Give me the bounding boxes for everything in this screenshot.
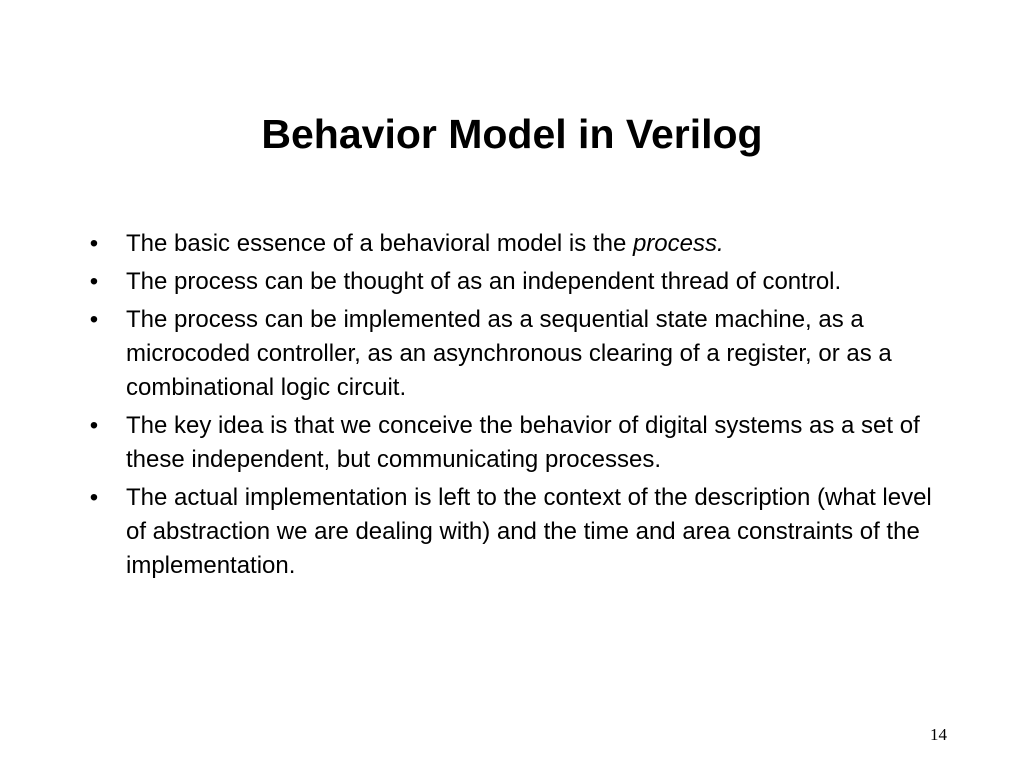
bullet-item (84, 409, 954, 477)
bullet-item (84, 481, 954, 583)
bullet-text: The process can be thought of as an independent thread of control. (126, 268, 842, 295)
page-number: 14 (930, 725, 947, 744)
bullet-icon: • (89, 268, 99, 295)
bullet-text: The process can be implemented as a sequential state machine, as a microcoded controller, as an asynchronous clearing of a register, or as a combinational logic circuit. (126, 306, 892, 401)
bullet-icon: • (89, 412, 99, 439)
bullet-icon: • (89, 484, 99, 511)
bullet-icon: • (89, 230, 99, 257)
bullet-list (84, 227, 954, 587)
bullet-text-emphasis: process. (632, 230, 724, 257)
bullet-text-main: The basic essence of a behavioral model is the (126, 230, 633, 257)
bullet-text (126, 230, 724, 257)
bullet-text: The key idea is that we conceive the behavior of digital systems as a set of these independent, but communicating processes. (126, 412, 920, 473)
bullet-text: The actual implementation is left to the context of the description (what level of abstraction we are dealing with) and the time and area constraints of the implementation. (126, 484, 932, 579)
bullet-item (84, 227, 954, 261)
slide-title: Behavior Model in Verilog (261, 111, 763, 157)
bullet-icon: • (89, 306, 99, 333)
bullet-item (84, 265, 954, 299)
bullet-item (84, 303, 954, 405)
